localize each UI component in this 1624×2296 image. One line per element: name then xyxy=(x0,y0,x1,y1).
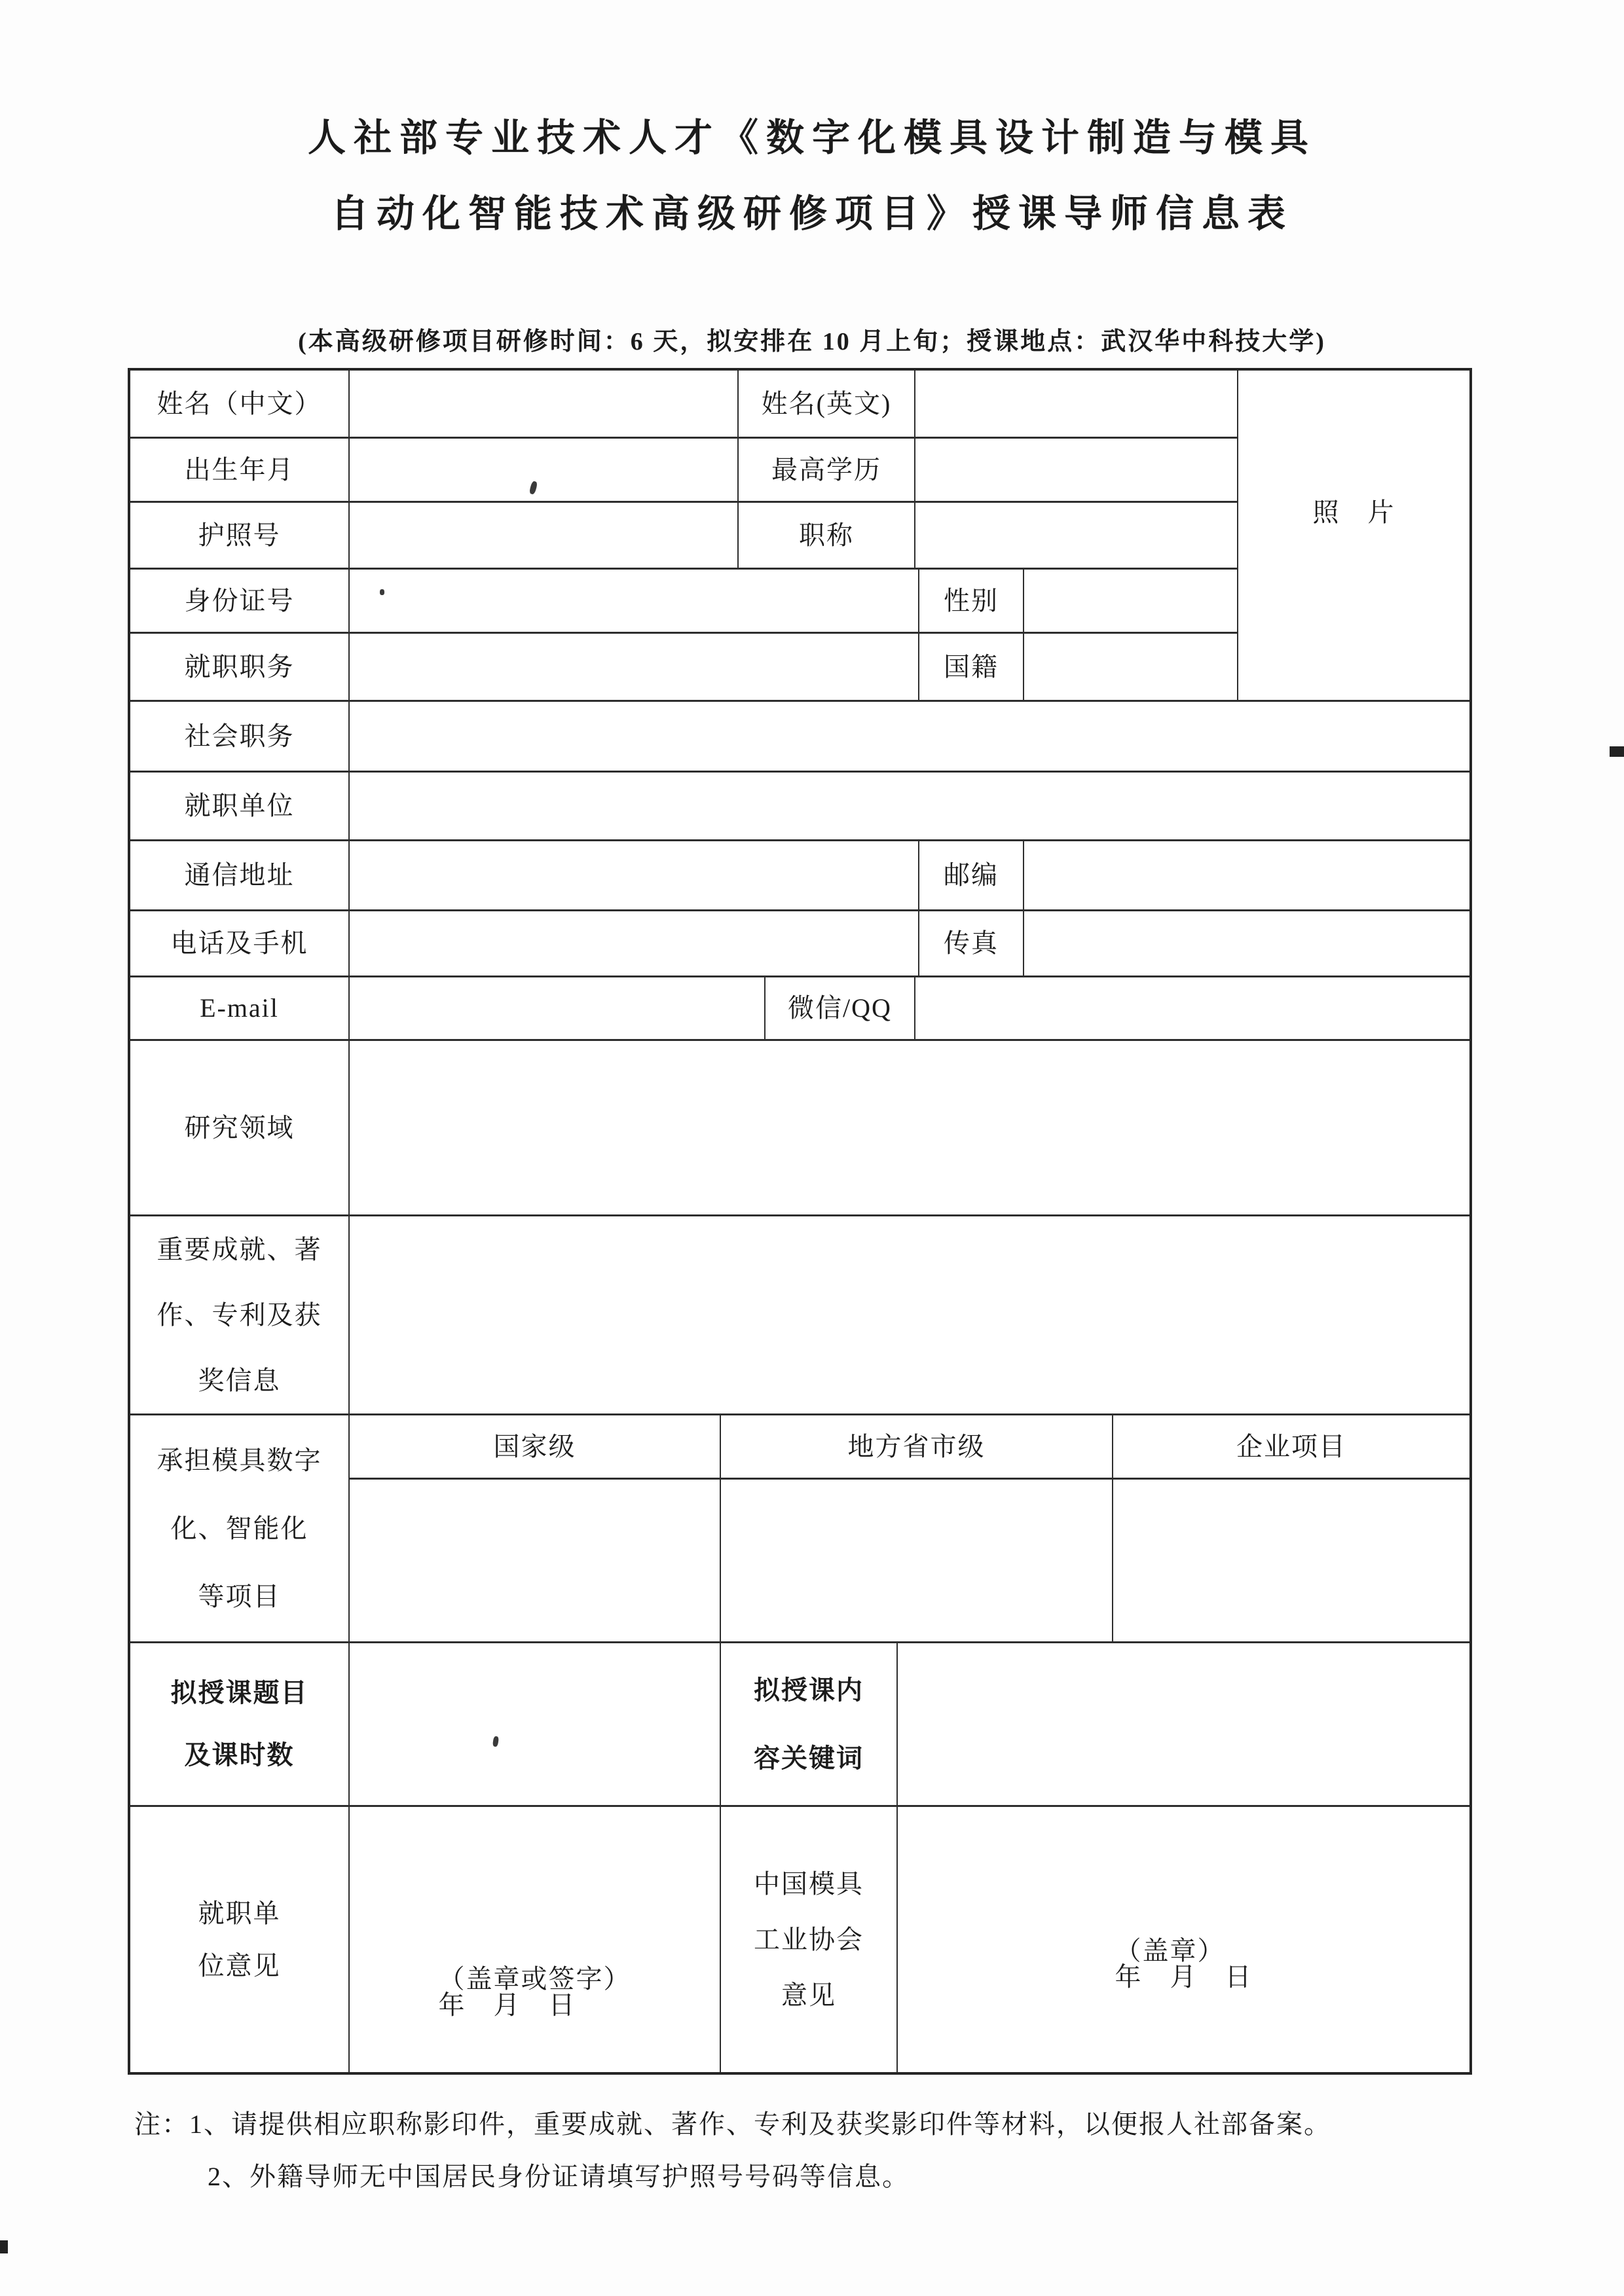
fax-value-cell xyxy=(1024,911,1469,977)
scan-edge-artifact xyxy=(0,2240,8,2253)
id-number-label: 身份证号 xyxy=(130,570,350,634)
achievements-label-line1: 重要成就、著 xyxy=(157,1234,322,1264)
course-keywords-value-cell xyxy=(898,1643,1469,1807)
footer-notes xyxy=(134,2098,1331,2203)
social-post-label: 社会职务 xyxy=(130,702,350,773)
date-text: 年 月 日 xyxy=(438,1990,576,2020)
photo-cell xyxy=(1238,371,1469,702)
course-title-label-line1: 拟授课题目 xyxy=(170,1678,308,1707)
personal-info-section xyxy=(130,371,1469,702)
degree-value-cell xyxy=(915,439,1238,503)
address-label: 通信地址 xyxy=(130,841,350,911)
table-row xyxy=(130,503,1238,570)
wechat-qq-label: 微信/QQ xyxy=(766,977,915,1041)
photo-label: 照 片 xyxy=(1312,497,1395,527)
table-row xyxy=(130,773,1469,841)
table-row xyxy=(130,911,1469,977)
fax-label: 传真 xyxy=(919,911,1024,977)
course-keywords-label xyxy=(721,1643,898,1807)
table-row xyxy=(130,841,1469,911)
ink-speck xyxy=(380,589,384,595)
prof-title-value-cell xyxy=(915,503,1238,570)
nationality-label: 国籍 xyxy=(919,634,1024,702)
projects-enterprise-value-cell xyxy=(1113,1480,1469,1643)
projects-header-row xyxy=(350,1415,1469,1480)
email-value-cell xyxy=(350,977,766,1041)
projects-label-line3: 等项目 xyxy=(198,1581,281,1611)
table-row xyxy=(130,570,1238,634)
seal-text: （盖章） xyxy=(1115,1935,1225,1965)
projects-grid xyxy=(350,1415,1469,1643)
table-row xyxy=(130,1643,1469,1807)
table-row xyxy=(130,439,1238,503)
projects-col-enterprise: 企业项目 xyxy=(1113,1415,1469,1480)
employer-opinion-label xyxy=(130,1807,350,2072)
achievements-label-line3: 奖信息 xyxy=(198,1365,281,1395)
name-en-value-cell xyxy=(915,371,1238,439)
phone-value-cell xyxy=(350,911,919,977)
projects-label-line2: 化、智能化 xyxy=(170,1513,308,1543)
association-label-line1: 中国模具 xyxy=(754,1868,864,1899)
wechat-qq-value-cell xyxy=(915,977,1469,1041)
projects-section xyxy=(130,1415,1469,1643)
course-title-label-line2: 及课时数 xyxy=(184,1740,295,1770)
form-title-line2: 自动化智能技术高级研修项目》授课导师信息表 xyxy=(330,192,1293,235)
social-post-value-cell xyxy=(350,702,1469,773)
projects-col-national: 国家级 xyxy=(350,1415,721,1480)
employer-opinion-label-line2: 位意见 xyxy=(198,1950,281,1980)
projects-body-row xyxy=(350,1480,1469,1643)
projects-col-provincial: 地方省市级 xyxy=(721,1415,1113,1480)
degree-label: 最高学历 xyxy=(739,439,915,503)
projects-label-line1: 承担模具数字 xyxy=(157,1445,322,1475)
note-line2: 2、外籍导师无中国居民身份证请填写护照号号码等信息。 xyxy=(208,2162,910,2191)
email-label: E-mail xyxy=(130,977,350,1041)
name-cn-value-cell xyxy=(350,371,739,439)
association-opinion-seal-cell xyxy=(898,1807,1469,2072)
form-title-line1: 人社部专业技术人才《数字化模具设计制造与模具 xyxy=(307,117,1316,159)
employer-opinion-sign-block xyxy=(438,1963,631,2020)
research-field-value-cell xyxy=(350,1041,1469,1216)
employer-label: 就职单位 xyxy=(130,773,350,841)
association-label-line3: 意见 xyxy=(781,1980,836,2010)
job-label: 就职职务 xyxy=(130,634,350,702)
mentor-info-table xyxy=(128,368,1472,2075)
achievements-value-cell xyxy=(350,1216,1469,1415)
form-subtitle: (本高级研修项目研修时间：6 天，拟安排在 10 月上旬；授课地点：武汉华中科技大学) xyxy=(298,328,1326,355)
employer-opinion-sign-cell xyxy=(350,1807,721,2072)
prof-title-label: 职称 xyxy=(739,503,915,570)
projects-label xyxy=(130,1415,350,1643)
address-value-cell xyxy=(350,841,919,911)
course-title-label xyxy=(130,1643,350,1807)
passport-value-cell xyxy=(350,503,739,570)
nationality-value-cell xyxy=(1024,634,1238,702)
postcode-value-cell xyxy=(1024,841,1469,911)
birth-value-cell xyxy=(350,439,739,503)
table-row xyxy=(130,1041,1469,1216)
employer-opinion-label-line1: 就职单 xyxy=(198,1898,281,1928)
projects-national-value-cell xyxy=(350,1480,721,1643)
course-keywords-label-line1: 拟授课内 xyxy=(754,1675,864,1705)
table-row xyxy=(130,371,1238,439)
table-row xyxy=(130,702,1469,773)
name-cn-label: 姓名（中文） xyxy=(130,371,350,439)
table-row xyxy=(130,1216,1469,1415)
employer-value-cell xyxy=(350,773,1469,841)
gender-value-cell xyxy=(1024,570,1238,634)
scan-edge-artifact xyxy=(1610,746,1624,757)
table-row xyxy=(130,634,1238,702)
phone-label: 电话及手机 xyxy=(130,911,350,977)
passport-label: 护照号 xyxy=(130,503,350,570)
postcode-label: 邮编 xyxy=(919,841,1024,911)
name-en-label: 姓名(英文) xyxy=(739,371,915,439)
birth-label: 出生年月 xyxy=(130,439,350,503)
gender-label: 性别 xyxy=(919,570,1024,634)
table-row xyxy=(130,977,1469,1041)
research-field-label: 研究领域 xyxy=(130,1041,350,1216)
date-text: 年 月 日 xyxy=(1115,1961,1253,1992)
note-line1: 注：1、请提供相应职称影印件，重要成就、著作、专利及获奖影印件等材料，以便报人社部备案。 xyxy=(134,2109,1331,2139)
association-seal-block xyxy=(1115,1935,1253,1992)
form-title xyxy=(0,119,1624,233)
id-number-value-cell xyxy=(350,570,919,634)
job-value-cell xyxy=(350,634,919,702)
personal-info-left xyxy=(130,371,1238,702)
opinions-row xyxy=(130,1807,1469,2072)
course-title-value-cell xyxy=(350,1643,721,1807)
association-opinion-label xyxy=(721,1807,898,2072)
achievements-label-line2: 作、专利及获 xyxy=(157,1300,322,1330)
projects-provincial-value-cell xyxy=(721,1480,1113,1643)
seal-or-sign-text: （盖章或签字） xyxy=(438,1963,631,1994)
association-label-line2: 工业协会 xyxy=(754,1924,864,1954)
course-keywords-label-line2: 容关键词 xyxy=(754,1743,864,1773)
achievements-label xyxy=(130,1216,350,1415)
